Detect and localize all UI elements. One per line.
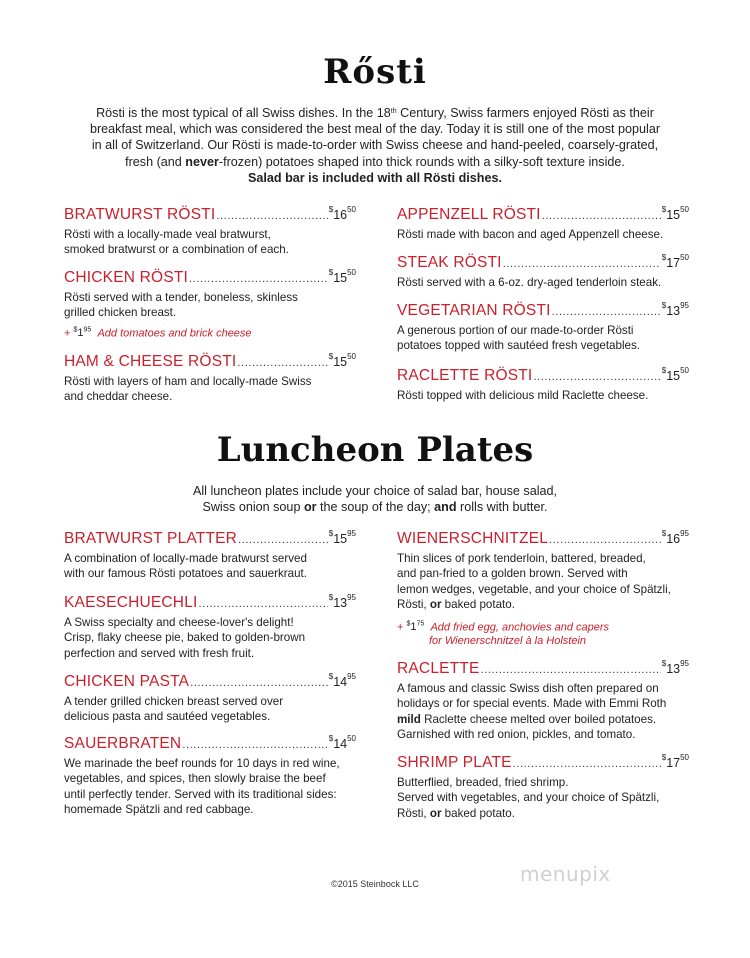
menu-item-raclette-rosti	[397, 367, 689, 403]
item-price: $^{\$}13^{95}$	[328, 593, 356, 610]
menu-item-appenzell-rosti	[397, 206, 689, 242]
item-name: BRATWURST PLATTER	[64, 530, 238, 547]
menu-item-vegetarian-rosti	[397, 302, 689, 354]
luncheon-intro: All luncheon plates include your choice of salad bar, house salad, Swiss onion soup or the soup of the day; and rolls with butter.	[192, 484, 558, 515]
item-name: APPENZELL RÖSTI	[397, 206, 541, 223]
item-price: $^{\$}14^{50}$	[328, 734, 356, 751]
item-price: $^{\$}15^{50}$	[328, 268, 356, 285]
menu-item-steak-rosti	[397, 254, 689, 290]
item-addon: + $^{\$}1^{95}$ Add tomatoes and brick cheese	[64, 326, 252, 340]
item-name: STEAK RÖSTI	[397, 254, 502, 271]
menu-item-chicken-rosti	[64, 269, 356, 340]
item-price: $^{\$}16^{95}$	[661, 529, 689, 546]
item-name: RACLETTE	[397, 660, 480, 677]
rosti-intro: Rösti is the most typical of all Swiss dishes. In the 18th Century, Swiss farmers enjoyed Rösti as their breakfast meal, which was considered the best meal of the day. Today it is still one of the most popular in all of Switzerland. Our Rösti is made-to-order with Swiss cheese and hand-peeled, coarsely-grated, fresh (and never-frozen) potatoes shaped into thick rounds with a silky-soft texture inside. Salad bar is included with all Rösti dishes.	[89, 106, 661, 185]
item-price: $^{\$}15^{95}$	[328, 529, 356, 546]
item-name: WIENERSCHNITZEL	[397, 530, 549, 547]
item-name: SHRIMP PLATE	[397, 754, 512, 771]
item-price: $^{\$}13^{95}$	[661, 659, 689, 676]
item-description: A tender grilled chicken breast served over delicious pasta and sautéed vegetables.	[64, 695, 284, 724]
menu-item-ham-cheese-rosti	[64, 353, 356, 405]
menu-item-wienerschnitzel	[397, 530, 689, 648]
copyright-footer: ©2015 Steinbock LLC	[331, 879, 419, 889]
item-name: CHICKEN RÖSTI	[64, 269, 189, 286]
rosti-section-title: Rősti	[323, 52, 427, 92]
item-price: $^{\$}17^{50}$	[661, 253, 689, 270]
item-description: Rösti with layers of ham and locally-made Swiss and cheddar cheese.	[64, 375, 312, 404]
item-name: KAESECHUECHLI	[64, 594, 198, 611]
item-description: Thin slices of pork tenderloin, battered, breaded, and pan-fried to a golden brown. Served with lemon wedges, vegetable, and your choice of Spätzli, Rösti, or baked potato.	[397, 552, 671, 612]
item-description: A generous portion of our made-to-order Rösti potatoes topped with sautéed fresh vegetables.	[397, 324, 640, 353]
item-price: $^{\$}15^{50}$	[661, 205, 689, 222]
watermark-logo: menupix	[520, 862, 611, 886]
item-price: $^{\$}15^{50}$	[328, 352, 356, 369]
item-name: BRATWURST RÖSTI	[64, 206, 216, 223]
item-price: $^{\$}17^{50}$	[661, 753, 689, 770]
item-name: CHICKEN PASTA	[64, 673, 190, 690]
menu-item-raclette	[397, 660, 689, 743]
item-description: We marinade the beef rounds for 10 days in red wine, vegetables, and spices, then slowly braise the beef until perfectly tender. Served with its traditional sides: homemade Spätzli and red cabbage.	[64, 757, 340, 817]
menu-item-bratwurst-rosti	[64, 206, 356, 258]
menu-item-shrimp-plate	[397, 754, 689, 821]
luncheon-section-title: Luncheon Plates	[216, 430, 534, 470]
item-description: A Swiss specialty and cheese-lover's delight! Crisp, flaky cheese pie, baked to golden-brown perfection and served with fresh fruit.	[64, 616, 306, 660]
item-description: A combination of locally-made bratwurst served with our famous Rösti potatoes and sauerkraut.	[64, 552, 307, 581]
item-name: HAM & CHEESE RÖSTI	[64, 353, 237, 370]
item-name: SAUERBRATEN	[64, 735, 182, 752]
item-price: $^{\$}16^{50}$	[328, 205, 356, 222]
item-addon: + $^{\$}1^{75}$ Add fried egg, anchovies and capers for Wienerschnitzel à la Holstein	[397, 620, 610, 648]
item-description: Rösti topped with delicious mild Raclette cheese.	[397, 389, 649, 402]
menu-item-sauerbraten	[64, 735, 356, 818]
item-price: $^{\$}15^{50}$	[661, 366, 689, 383]
item-description: Rösti made with bacon and aged Appenzell cheese.	[397, 228, 664, 241]
item-description: Rösti served with a tender, boneless, skinless grilled chicken breast.	[64, 291, 298, 320]
menu-item-bratwurst-platter	[64, 530, 356, 582]
menu-item-kaesechuechli	[64, 594, 356, 661]
item-name: VEGETARIAN RÖSTI	[397, 302, 551, 319]
item-description: Rösti served with a 6-oz. dry-aged tenderloin steak.	[397, 276, 662, 289]
menu-item-chicken-pasta	[64, 673, 356, 725]
item-description: Rösti with a locally-made veal bratwurst, smoked bratwurst or a combination of each.	[64, 228, 289, 257]
item-description: Butterflied, breaded, fried shrimp. Served with vegetables, and your choice of Spätzli, Rösti, or baked potato.	[397, 776, 660, 820]
item-description: A famous and classic Swiss dish often prepared on holidays or for special events. Made with Emmi Roth mild Raclette cheese melted over boiled potatoes. Garnished with red onion, pickles, and tomato.	[397, 682, 667, 742]
item-price: $^{\$}14^{95}$	[328, 672, 356, 689]
item-name: RACLETTE RÖSTI	[397, 367, 533, 384]
item-price: $^{\$}13^{95}$	[661, 301, 689, 318]
